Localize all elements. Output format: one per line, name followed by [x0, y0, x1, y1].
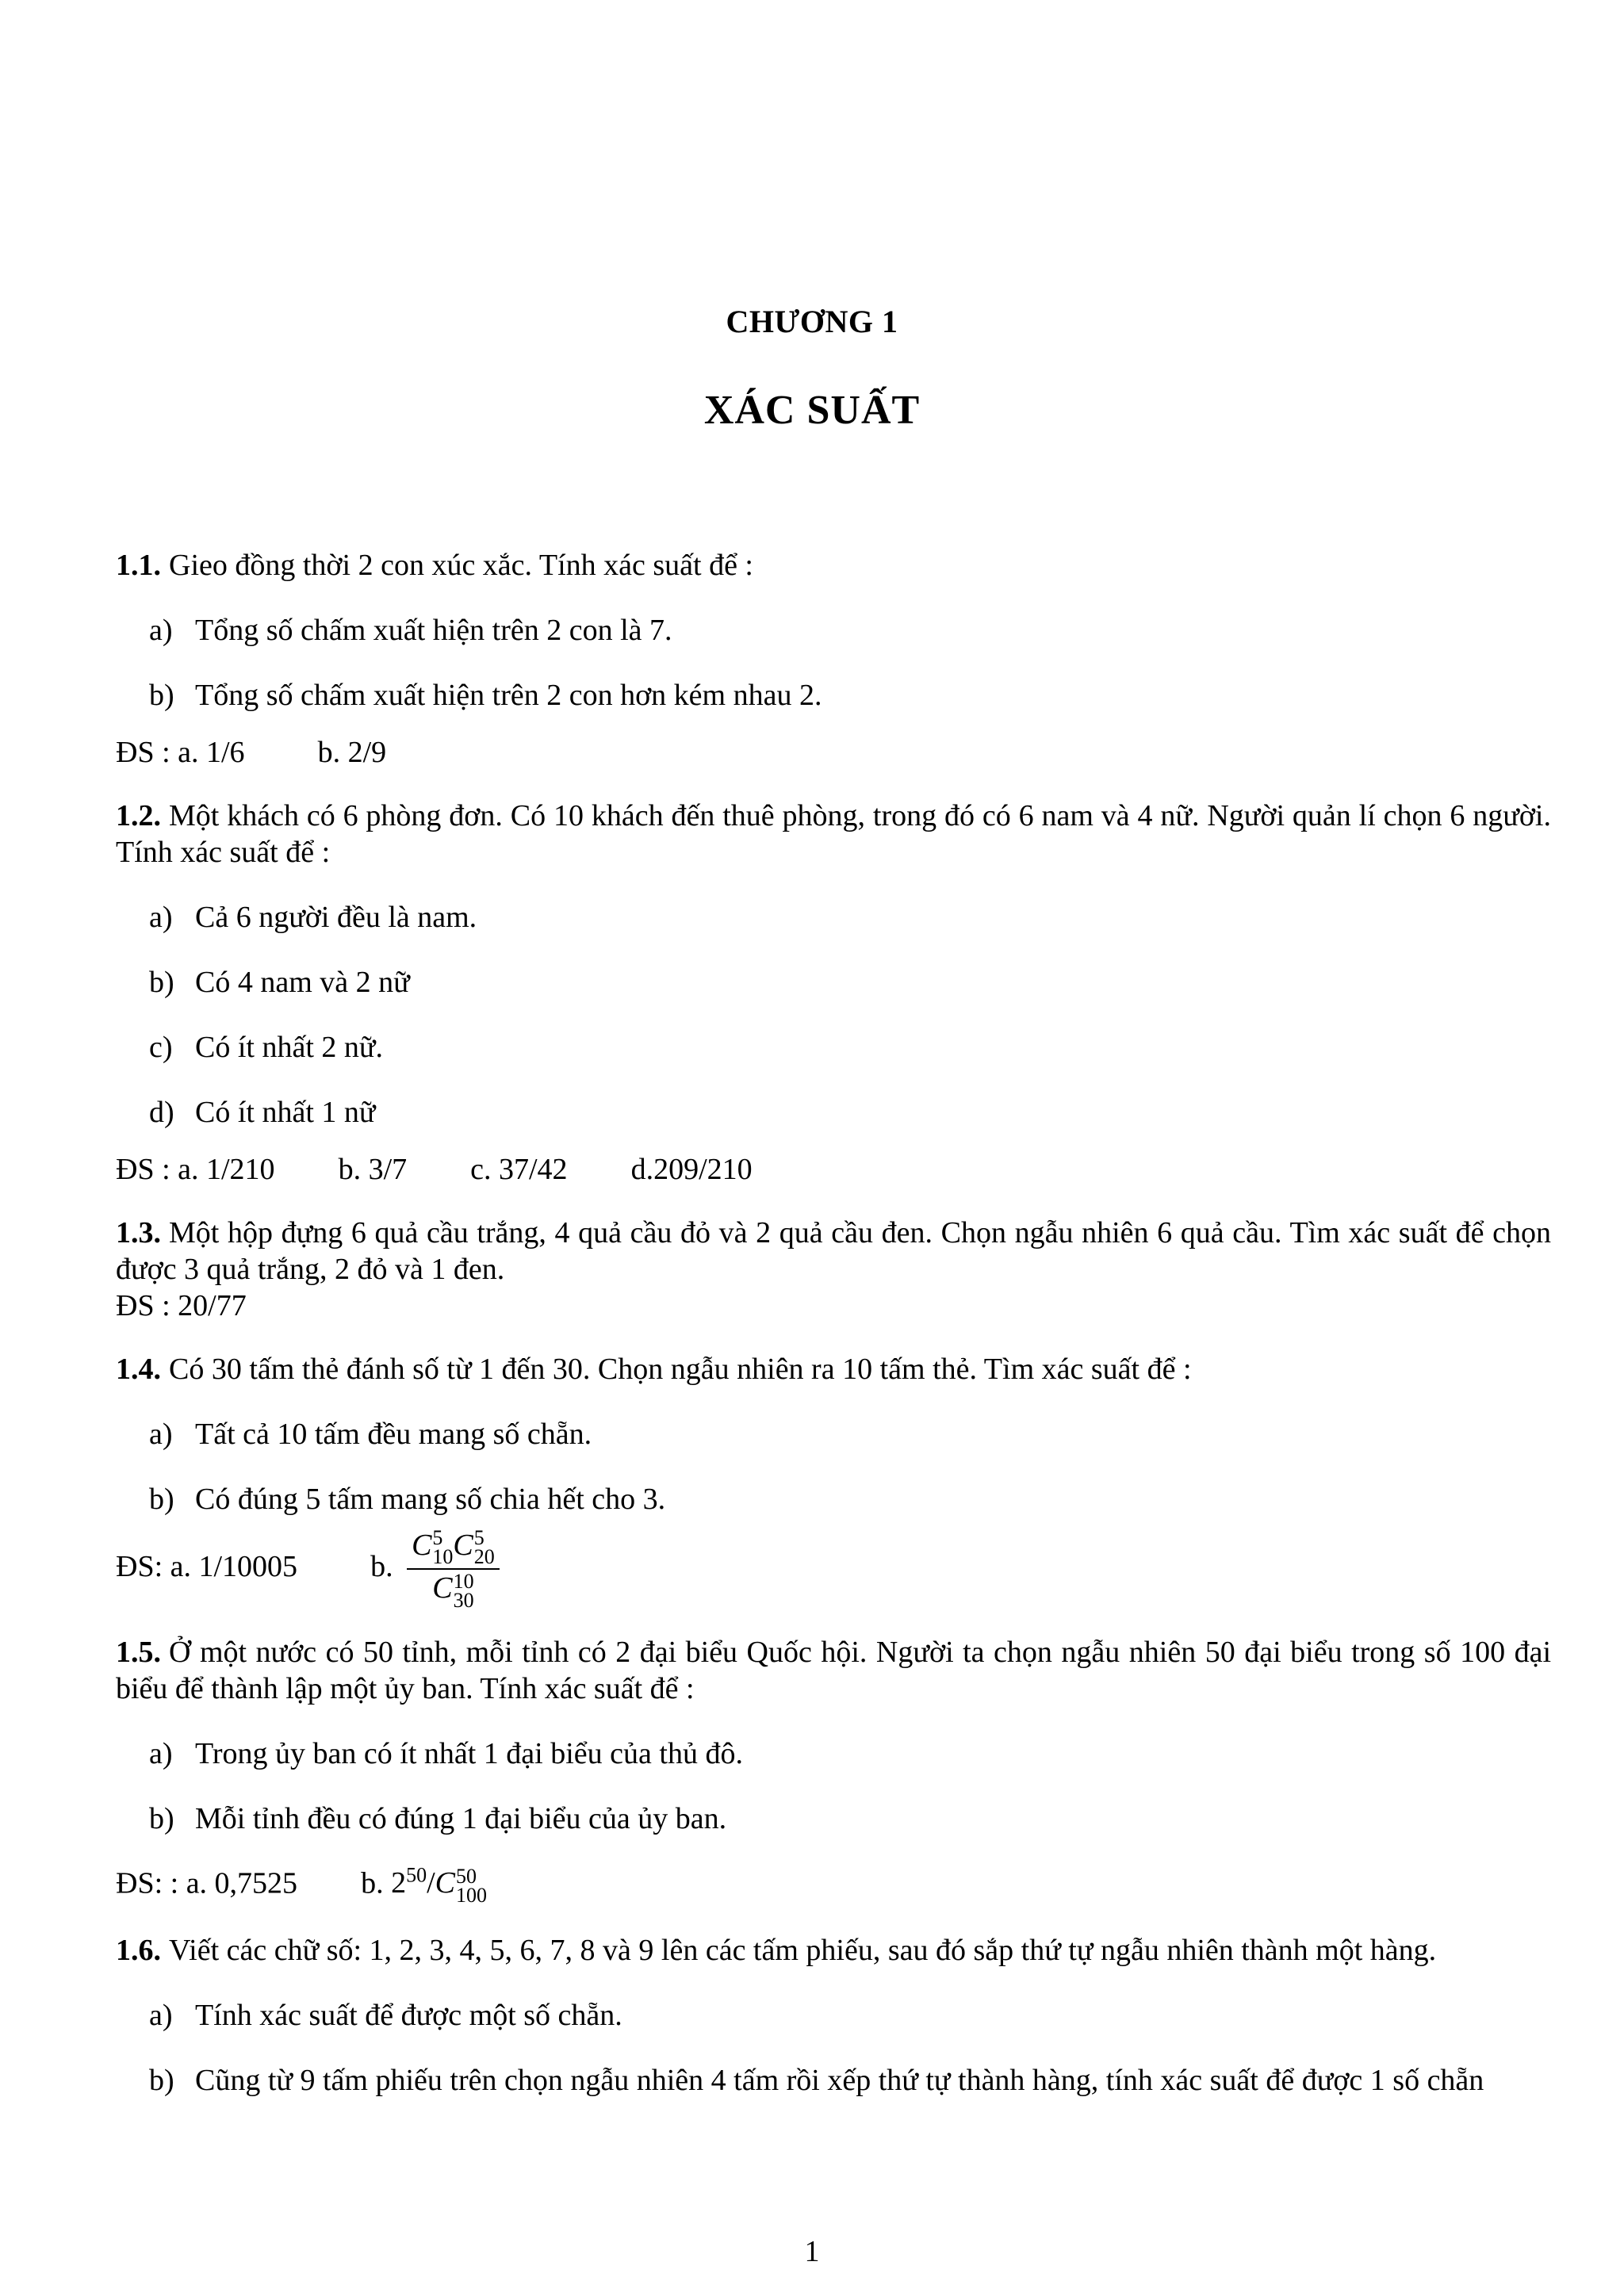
sub-question-list [116, 1997, 1551, 2099]
answer-prefix: ĐS : 20/77 [116, 1289, 247, 1322]
problem-1-1 [116, 547, 1551, 771]
sub-question-text: Tất cả 10 tấm đều mang số chẵn. [195, 1418, 592, 1451]
sub-question-text: Trong ủy ban có ít nhất 1 đại biểu của thủ đô. [195, 1736, 743, 1770]
problem-list [116, 547, 1551, 2099]
sub-question-list [116, 899, 1551, 1131]
combination-symbol: C [412, 1529, 432, 1562]
problem-text: Có 30 tấm thẻ đánh số từ 1 đến 30. Chọn ngẫu nhiên ra 10 tấm thẻ. Tìm xác suất để : [169, 1353, 1192, 1386]
answer-part: b. 2/9 [317, 736, 387, 769]
sub-question-text: Có 4 nam và 2 nữ [195, 966, 410, 999]
answer-line [116, 1151, 1551, 1188]
sub-question-letter: b) [149, 966, 174, 999]
problem-text: Ở một nước có 50 tỉnh, mỗi tỉnh có 2 đại biểu Quốc hội. Người ta chọn ngẫu nhiên 50 đại biểu trong số 100 đại biểu để thành lập một ủy ban. Tính xác suất để : [116, 1635, 1551, 1705]
problem-1-6 [116, 1932, 1551, 2099]
problem-number: 1.6. [116, 1933, 161, 1967]
answer-part: b. 3/7 [338, 1153, 408, 1186]
answer-line [116, 1288, 1551, 1324]
problem-number: 1.2. [116, 799, 161, 832]
problem-statement [116, 1351, 1551, 1387]
combination-sup: 5 [473, 1526, 485, 1550]
sub-question-letter: b) [149, 2063, 174, 2097]
power-base: 2 [391, 1866, 407, 1900]
sub-question [116, 964, 1551, 1001]
sub-question [116, 677, 1551, 714]
sub-question-letter: c) [149, 1031, 173, 1064]
problem-number: 1.5. [116, 1635, 161, 1669]
power-expression [391, 1863, 487, 1907]
fraction-numerator [407, 1526, 500, 1570]
sub-question-list [116, 612, 1551, 714]
sub-question-text: Tổng số chấm xuất hiện trên 2 con hơn kém nhau 2. [195, 679, 822, 712]
sub-question [116, 1800, 1551, 1837]
sub-question-letter: d) [149, 1096, 174, 1129]
answer-part: c. 37/42 [470, 1153, 568, 1186]
sub-question [116, 1416, 1551, 1452]
sub-question-list [116, 1416, 1551, 1517]
problem-statement [116, 1215, 1551, 1288]
sub-question-text: Có ít nhất 1 nữ [195, 1096, 376, 1129]
sub-question-letter: b) [149, 679, 174, 712]
problem-text: Viết các chữ số: 1, 2, 3, 4, 5, 6, 7, 8 và 9 lên các tấm phiếu, sau đó sắp thứ tự ngẫu nhiên thành một hàng. [169, 1933, 1437, 1967]
combination-sup: 5 [432, 1526, 443, 1550]
sub-question-list [116, 1735, 1551, 1837]
sub-question [116, 1094, 1551, 1131]
problem-1-3 [116, 1215, 1551, 1324]
combination-sup: 10 [453, 1569, 474, 1593]
sub-question [116, 1481, 1551, 1517]
problem-number: 1.3. [116, 1216, 161, 1249]
answer-prefix: ĐS: : a. 0,7525 [116, 1866, 298, 1900]
division-slash: / [427, 1866, 435, 1900]
combination-sub: 30 [453, 1588, 474, 1612]
sub-question [116, 1735, 1551, 1772]
sub-question-letter: a) [149, 1998, 173, 2032]
sub-question [116, 1029, 1551, 1066]
power-exponent: 50 [406, 1863, 427, 1887]
answer-b-label: b. [361, 1866, 384, 1900]
problem-number: 1.1. [116, 549, 161, 582]
answer-line [116, 734, 1551, 771]
sub-question [116, 899, 1551, 936]
answer-prefix: ĐS : a. 1/6 [116, 736, 245, 769]
problem-statement [116, 1634, 1551, 1707]
problem-text: Gieo đồng thời 2 con xúc xắc. Tính xác suất để : [169, 549, 753, 582]
problem-text: Một hộp đựng 6 quả cầu trắng, 4 quả cầu đỏ và 2 quả cầu đen. Chọn ngẫu nhiên 6 quả cầu. Tìm xác suất để chọn được 3 quả trắng, 2 đỏ và 1 đen. [116, 1216, 1551, 1286]
problem-1-4 [116, 1351, 1551, 1610]
chapter-title: XÁC SUẤT [703, 388, 921, 433]
combination-symbol: C [435, 1866, 455, 1900]
combination-sub: 100 [455, 1883, 487, 1907]
answer-line [116, 1526, 1551, 1612]
problem-1-2 [116, 798, 1551, 1188]
sub-question-letter: a) [149, 614, 173, 647]
problem-1-5 [116, 1634, 1551, 1905]
combination-sub: 10 [432, 1545, 454, 1569]
problem-statement [116, 1932, 1551, 1969]
sub-question [116, 1997, 1551, 2034]
combination-fraction [407, 1526, 500, 1612]
problem-text: Một khách có 6 phòng đơn. Có 10 khách đến thuê phòng, trong đó có 6 nam và 4 nữ. Người quản lí chọn 6 người. Tính xác suất để : [116, 799, 1551, 869]
combination-sub: 20 [473, 1545, 495, 1569]
sub-question-text: Có đúng 5 tấm mang số chia hết cho 3. [195, 1483, 666, 1516]
page-number: 1 [804, 2235, 820, 2268]
sub-question-letter: b) [149, 1801, 174, 1835]
problem-statement [116, 547, 1551, 584]
sub-question-text: Mỗi tỉnh đều có đúng 1 đại biểu của ủy ban. [195, 1801, 727, 1835]
fraction-denominator [427, 1569, 478, 1612]
sub-question-text: Có ít nhất 2 nữ. [195, 1031, 383, 1064]
sub-question-letter: a) [149, 1418, 173, 1451]
sub-question-text: Cũng từ 9 tấm phiếu trên chọn ngẫu nhiên 4 tấm rồi xếp thứ tự thành hàng, tính xác suất để được 1 số chẵn [195, 2063, 1484, 2097]
answer-prefix: ĐS: a. 1/10005 [116, 1550, 298, 1583]
sub-question-text: Tính xác suất để được một số chẵn. [195, 1998, 622, 2032]
sub-question-text: Tổng số chấm xuất hiện trên 2 con là 7. [195, 614, 672, 647]
answer-prefix: ĐS : a. 1/210 [116, 1153, 275, 1186]
combination-symbol: C [432, 1571, 453, 1605]
sub-question-text: Cả 6 người đều là nam. [195, 901, 477, 934]
answer-line [116, 1858, 1551, 1905]
sub-question-letter: a) [149, 1736, 173, 1770]
combination-symbol: C [453, 1529, 473, 1562]
problem-number: 1.4. [116, 1353, 161, 1386]
answer-part: d.209/210 [630, 1153, 753, 1186]
sub-question-letter: a) [149, 901, 173, 934]
chapter-label: CHƯƠNG 1 [726, 304, 898, 339]
sub-question [116, 2062, 1551, 2099]
sub-question-letter: b) [149, 1483, 174, 1516]
sub-question [116, 612, 1551, 649]
problem-statement [116, 798, 1551, 871]
answer-b-label: b. [370, 1550, 393, 1583]
combination-sup: 50 [455, 1864, 477, 1888]
